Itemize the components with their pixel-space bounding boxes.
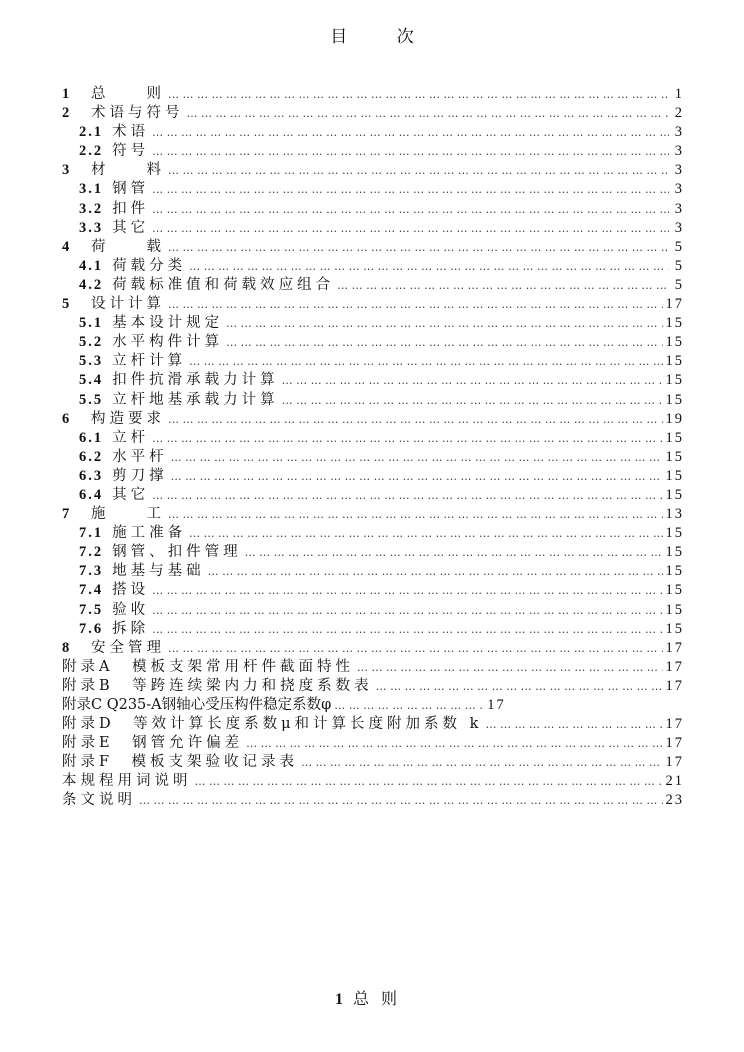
toc-entry-title: 术语与符号	[91, 105, 184, 122]
toc-entry-page: 17	[665, 658, 684, 675]
toc-entry-number: 5.4	[79, 372, 104, 389]
toc-leader-dots	[152, 123, 669, 142]
toc-entry-title: 立杆	[112, 429, 150, 446]
toc-leader-dots	[189, 257, 669, 276]
toc-leader-dots	[152, 429, 662, 448]
toc-entry[interactable]	[62, 543, 684, 562]
toc-entry-number: 4.1	[79, 257, 104, 274]
toc-leader-dots	[246, 734, 662, 753]
toc-entry[interactable]	[62, 352, 684, 371]
toc-leader-dots	[357, 658, 663, 677]
toc-entry-page: 17	[665, 296, 684, 313]
toc-entry[interactable]	[62, 734, 684, 753]
toc-entry-page: 15	[665, 601, 684, 618]
toc-leader-dots	[171, 467, 663, 486]
toc-entry-number: 3.3	[79, 219, 104, 236]
toc-entry-title: 附录B 等跨连续梁内力和挠度系数表	[62, 677, 373, 694]
toc-entry-title: 荷载标准值和荷载效应组合	[112, 276, 335, 293]
toc-entry[interactable]	[62, 104, 684, 123]
toc-entry-title: 扣件抗滑承载力计算	[112, 372, 279, 389]
toc-entry[interactable]	[62, 219, 684, 238]
toc-leader-dots	[168, 161, 669, 180]
toc-entry[interactable]	[62, 791, 684, 810]
toc-entry-number: 6	[62, 410, 72, 427]
toc-entry-page: 17	[487, 697, 506, 713]
toc-entry[interactable]	[62, 467, 684, 486]
toc-entry[interactable]	[62, 391, 684, 410]
toc-entry-title: 荷 载	[91, 238, 165, 255]
toc-leader-dots	[139, 791, 663, 810]
toc-entry-number: 6.4	[79, 486, 104, 503]
toc-entry-title: 术语	[112, 124, 150, 141]
toc-entry[interactable]	[62, 753, 684, 772]
toc-entry-number: 7.6	[79, 620, 104, 637]
toc-entry-number: 8	[62, 639, 72, 656]
toc-entry-number: 6.3	[79, 467, 104, 484]
toc-entry[interactable]	[62, 486, 684, 505]
toc-entry-number: 7	[62, 506, 72, 523]
toc-entry-page: 15	[665, 525, 684, 542]
toc-entry-title: 验收	[112, 601, 150, 618]
toc-entry-page: 19	[665, 410, 684, 427]
toc-entry-page: 13	[665, 506, 684, 523]
toc-entry-number: 6.2	[79, 448, 104, 465]
toc-leader-dots	[245, 543, 663, 562]
toc-entry-title: 条文说明	[62, 792, 136, 809]
toc-entry-title: 附录F 模板支架验收记录表	[62, 754, 299, 771]
toc-entry[interactable]	[62, 200, 684, 219]
toc-entry-number: 7.3	[79, 563, 104, 580]
toc-entry-title: 剪刀撑	[112, 467, 168, 484]
toc-entry[interactable]	[62, 505, 684, 524]
toc-entry-title: 附录E 钢管允许偏差	[62, 735, 244, 752]
toc-entry-page: 3	[674, 143, 684, 160]
toc-entry-number: 3.1	[79, 181, 104, 198]
toc-leader-dots	[376, 677, 663, 696]
toc-entry[interactable]	[62, 123, 684, 142]
toc-entry-page: 15	[665, 315, 684, 332]
toc-entry[interactable]	[62, 677, 684, 696]
toc-entry-page: 3	[674, 181, 684, 198]
toc-entry[interactable]	[62, 142, 684, 161]
toc-entry-page: 15	[665, 582, 684, 599]
toc-entry-title: 搭设	[112, 582, 150, 599]
toc-entry[interactable]	[62, 601, 684, 620]
toc-entry[interactable]	[62, 333, 684, 352]
toc-entry-number: 7.5	[79, 601, 104, 618]
toc-leader-dots	[485, 715, 662, 734]
toc-entry-title: 水平杆	[112, 448, 168, 465]
toc-entry-page: 15	[665, 391, 684, 408]
toc-entry[interactable]	[62, 524, 684, 543]
toc-entry-title: 其它	[112, 486, 150, 503]
toc-entry[interactable]	[62, 429, 684, 448]
toc-leader-dots	[152, 620, 662, 639]
toc-entry-title: 附录C Q235-A钢轴心受压构件稳定系数φ	[62, 697, 332, 713]
toc-entry-page: 21	[665, 773, 684, 790]
section-heading-title: 总则	[352, 989, 409, 1008]
toc-leader-dots	[152, 180, 669, 199]
toc-leader-dots	[301, 753, 662, 772]
toc-entry-page: 17	[665, 639, 684, 656]
toc-leader-dots	[152, 581, 662, 600]
toc-entry-title: 安全管理	[91, 639, 165, 656]
toc-entry-number: 4.2	[79, 276, 104, 293]
toc-leader-dots	[337, 276, 669, 295]
toc-entry-page: 3	[674, 124, 684, 141]
toc-entry-number: 7.2	[79, 544, 104, 561]
toc-entry-title: 立杆计算	[112, 353, 187, 370]
toc-entry-page: 5	[674, 276, 684, 293]
section-heading-number: 1	[334, 991, 343, 1008]
toc-leader-dots	[152, 601, 662, 620]
toc-entry[interactable]	[62, 562, 684, 581]
toc-entry-title: 立杆地基承载力计算	[112, 391, 279, 408]
toc-entry[interactable]	[62, 715, 684, 734]
toc-entry-title: 施 工	[91, 506, 165, 523]
toc-entry-title: 本规程用词说明	[62, 773, 192, 790]
toc-entry-page: 2	[674, 105, 684, 122]
toc-entry[interactable]	[62, 295, 684, 314]
toc-entry[interactable]	[62, 448, 684, 467]
toc-leader-dots	[152, 200, 669, 219]
toc-leader-dots	[282, 371, 663, 390]
toc-entry-page: 15	[665, 334, 684, 351]
toc-leader-dots	[168, 410, 663, 429]
toc-entry-title: 扣件	[112, 200, 150, 217]
toc-entry[interactable]	[62, 180, 684, 199]
toc-entry[interactable]	[62, 238, 684, 257]
toc-entry-number: 5.3	[79, 353, 104, 370]
toc-entry-page: 15	[665, 448, 684, 465]
toc-leader-dots	[152, 142, 669, 161]
toc-entry[interactable]	[62, 314, 684, 333]
toc-entry[interactable]	[62, 639, 684, 658]
toc-entry-number: 5.1	[79, 315, 104, 332]
toc-entry-page: 15	[665, 372, 684, 389]
toc-entry-number: 2.2	[79, 143, 104, 160]
toc-entry-title: 钢管	[112, 181, 150, 198]
toc-leader-dots	[168, 295, 663, 314]
toc-entry-number: 3.2	[79, 200, 104, 217]
toc-leader-dots	[168, 85, 669, 104]
toc-entry[interactable]	[62, 276, 684, 295]
toc-entry-page: 15	[665, 467, 684, 484]
toc-entry[interactable]	[62, 257, 684, 276]
toc-entry-page: 17	[665, 735, 684, 752]
toc-leader-dots	[189, 352, 662, 371]
toc-entry-page: 17	[665, 677, 684, 694]
toc-leader-dots	[168, 238, 669, 257]
toc-entry-page: 17	[665, 754, 684, 771]
toc-entry-title: 材 料	[91, 162, 165, 179]
toc-entry[interactable]	[62, 410, 684, 429]
toc-entry-page: 15	[665, 429, 684, 446]
toc-entry-number: 5.5	[79, 391, 104, 408]
toc-entry-number: 2.1	[79, 124, 104, 141]
toc-entry-page: 3	[674, 162, 684, 179]
toc-entry[interactable]	[62, 620, 684, 639]
toc-entry-title: 地基与基础	[112, 563, 205, 580]
table-of-contents	[62, 85, 684, 811]
toc-entry-number: 2	[62, 105, 72, 122]
toc-leader-dots	[334, 696, 484, 715]
toc-leader-dots	[152, 219, 669, 238]
toc-entry-title: 符号	[112, 143, 150, 160]
toc-entry-number: 5	[62, 296, 72, 313]
toc-entry-page: 15	[665, 563, 684, 580]
toc-entry-title: 拆除	[112, 620, 150, 637]
toc-leader-dots	[282, 391, 663, 410]
toc-leader-dots	[168, 505, 663, 524]
toc-entry-number: 4	[62, 238, 72, 255]
toc-entry-title: 施工准备	[112, 525, 187, 542]
toc-entry[interactable]	[62, 658, 684, 677]
toc-leader-dots	[195, 772, 663, 791]
toc-entry-page: 23	[665, 792, 684, 809]
toc-entry[interactable]	[62, 581, 684, 600]
toc-entry-number: 7.4	[79, 582, 104, 599]
toc-entry-page: 5	[674, 238, 684, 255]
toc-entry-number: 3	[62, 162, 72, 179]
section-heading	[0, 986, 744, 1009]
toc-entry-title: 构造要求	[91, 410, 165, 427]
toc-entry[interactable]	[62, 696, 684, 715]
toc-entry-title: 设计计算	[91, 296, 165, 313]
toc-entry[interactable]	[62, 772, 684, 791]
toc-entry-number: 7.1	[79, 525, 104, 542]
toc-entry-page: 17	[665, 716, 684, 733]
toc-entry-title: 其它	[112, 219, 150, 236]
toc-entry[interactable]	[62, 161, 684, 180]
toc-leader-dots	[208, 562, 663, 581]
toc-entry-title: 钢管、扣件管理	[112, 544, 242, 561]
toc-entry-title: 水平构件计算	[112, 334, 224, 351]
toc-entry-title: 附录A 模板支架常用杆件截面特性	[62, 658, 354, 675]
toc-entry-title: 总 则	[91, 86, 165, 102]
toc-entry-page: 1	[674, 86, 684, 102]
toc-leader-dots	[226, 333, 662, 352]
toc-entry[interactable]	[62, 85, 684, 104]
toc-leader-dots	[226, 314, 662, 333]
toc-entry-page: 15	[665, 620, 684, 637]
toc-entry-page: 15	[665, 544, 684, 561]
toc-leader-dots	[171, 448, 663, 467]
toc-leader-dots	[187, 104, 670, 123]
toc-entry-page: 15	[665, 486, 684, 503]
toc-entry[interactable]	[62, 371, 684, 390]
toc-entry-title: 荷载分类	[112, 257, 187, 274]
toc-leader-dots	[168, 639, 663, 658]
toc-entry-page: 3	[674, 219, 684, 236]
toc-entry-title: 基本设计规定	[112, 315, 224, 332]
toc-entry-page: 15	[665, 353, 684, 370]
toc-leader-dots	[189, 524, 662, 543]
toc-entry-number: 1	[62, 86, 72, 102]
page-title: 目 次	[330, 27, 436, 47]
toc-entry-page: 5	[674, 257, 684, 274]
toc-entry-number: 6.1	[79, 429, 104, 446]
toc-entry-number: 5.2	[79, 334, 104, 351]
toc-leader-dots	[152, 486, 662, 505]
toc-entry-title: 附录D 等效计算长度系数μ和计算长度附加系数 k	[62, 716, 483, 733]
toc-entry-page: 3	[674, 200, 684, 217]
